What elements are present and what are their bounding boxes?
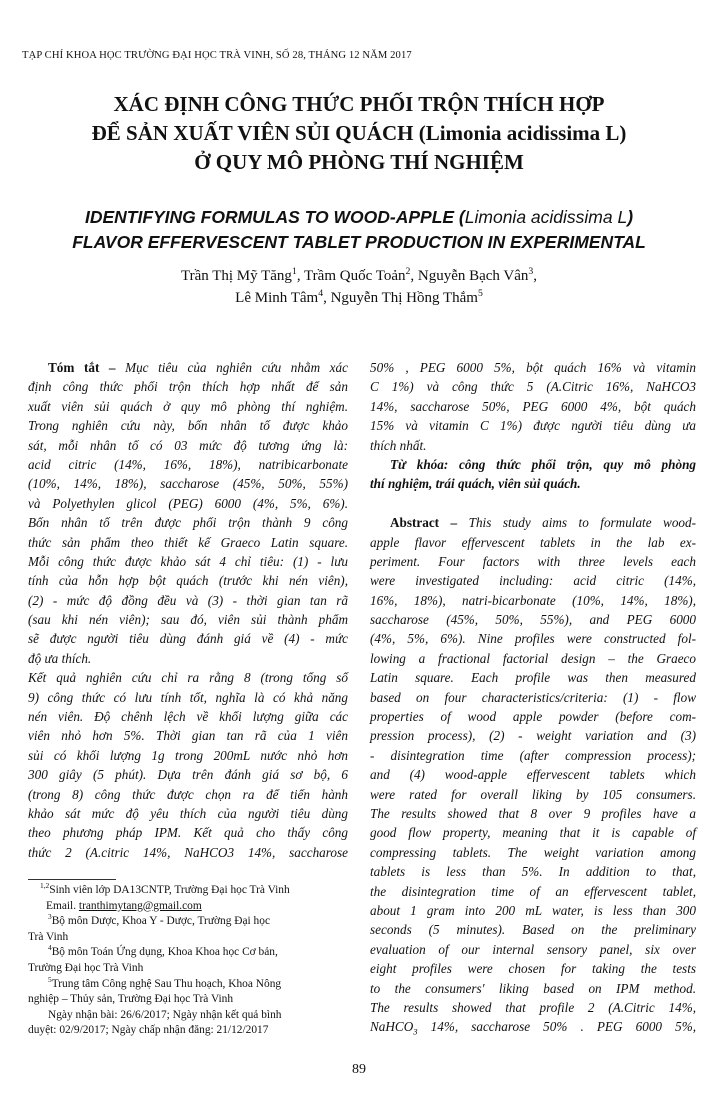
abstract-line: Latin square. Each profile was then measured <box>370 670 696 686</box>
keywords-line <box>370 455 696 474</box>
footnote-mark: 4 <box>48 943 52 953</box>
abstract-line: xuất viên sủi quách ở quy mô phòng thí nghiệm. <box>28 398 348 414</box>
abstract-line: the disintegration time of an effervescent tablet, <box>370 883 696 899</box>
abstract-line: periment. Four factors with three levels each <box>370 553 696 569</box>
abstract-line: thức sản phẩm theo thiết kế Graeco Latin square. <box>28 534 348 550</box>
english-title-line-2: FLAVOR EFFERVESCENT TABLET PRODUCTION IN EXPERIMENTAL <box>72 232 646 252</box>
abstract-line: and (4) wood-apple effervescent tablets which <box>370 767 696 783</box>
abstract-line: Kết quả nghiên cứu chỉ ra rằng 8 (trong tổng số <box>28 670 348 686</box>
section-spacer <box>370 494 696 513</box>
footnote <box>28 914 350 930</box>
abstract-line: seconds (5 minutes). Based on the preliminary <box>370 922 696 938</box>
author-separator: , <box>533 268 538 284</box>
author-name: , Nguyễn Thị Hồng Thắm <box>323 290 478 306</box>
footnote-mark: 5 <box>48 974 52 984</box>
footnote-email <box>28 899 350 915</box>
received-dates: Ngày nhận bài: 26/6/2017; Ngày nhận kết quả bình <box>48 1008 282 1021</box>
english-title-line-1 <box>0 205 718 230</box>
author-name: Trần Thị Mỹ Tăng <box>180 268 292 284</box>
abstract-line: Bốn nhân tố trên được phối trộn thành 9 công <box>28 515 348 531</box>
vietnamese-abstract-continued <box>370 358 696 455</box>
vietnamese-keywords <box>370 455 696 494</box>
abstract-line <box>28 358 348 377</box>
right-column <box>370 358 696 1037</box>
abstract-line: (sau khi nén viên); sau đó, viên sủi thành phẩm <box>28 612 348 628</box>
abstract-text: This study aims to formulate wood- <box>457 515 697 531</box>
abstract-line: 14%, saccharose 50%, PEG 6000 4%, bột quách <box>370 398 696 414</box>
keywords-label: Từ khóa: <box>390 456 449 472</box>
author-affiliation-mark: 2 <box>405 266 411 277</box>
abstract-line: to the consumers' liking based on IPM method. <box>370 980 696 996</box>
abstract-line: (10%, 14%, 18%), saccharose (45%, 50%, 55%) <box>28 476 348 492</box>
abstract-line: good flow property, meaning that it is capable of <box>370 825 696 841</box>
author-affiliation-mark: 4 <box>318 288 324 299</box>
abstract-line: nén viên. Độ chênh lệch về khối lượng giữa các <box>28 709 348 725</box>
abstract-line: 15% và vitamin C 1%) được người tiêu dùng ưa <box>370 418 696 434</box>
footnote <box>28 883 350 899</box>
page-number: 89 <box>352 1062 366 1077</box>
keywords-text: công thức phối trộn, quy mô phòng <box>448 456 696 472</box>
abstract-line: sẽ được người tiêu dùng đánh giá về (4) - mức <box>28 631 348 647</box>
footnote-continued: nghiệp – Thủy sản, Trường Đại học Trà Vinh <box>28 993 234 1006</box>
abstract-label: Abstract – <box>390 515 458 531</box>
author-affiliation-mark: 5 <box>477 288 483 299</box>
footnote <box>28 945 350 961</box>
abstract-line: viên nhỏ hơn 5%. Thời gian tan rã của 1 viên <box>28 728 348 744</box>
abstract-line: evaluation of our internal sensory panel, six over <box>370 941 696 957</box>
footnote-mark: 1,2 <box>40 881 50 891</box>
abstract-line: based on four characteristics/criteria: (1) - flow <box>370 689 696 705</box>
abstract-line: eight profiles were chosen for taking the tests <box>370 961 696 977</box>
abstract-line: pression process), (2) - weight variation and (3) <box>370 728 696 744</box>
abstract-line: thức 2 (A.citric 14%, NaHCO3 14%, saccharose <box>28 844 348 860</box>
formula-text: NaHCO <box>370 1019 414 1035</box>
abstract-line: acid citric (14%, 16%, 18%), natribicarbonate <box>28 456 348 472</box>
abstract-line: Trong nghiên cứu này, bốn nhân tố được khảo <box>28 418 348 434</box>
review-dates: duyệt: 02/9/2017; Ngày chấp nhận đăng: 21/12/2017 <box>28 1024 269 1037</box>
footnote-mark: 3 <box>48 912 52 922</box>
vietnamese-abstract <box>28 358 348 862</box>
abstract-line: - disintegration time (after compression process); <box>370 747 696 763</box>
abstract-line: properties of wood apple powder (before com- <box>370 709 696 725</box>
abstract-line: khảo sát mức độ yêu thích của người tiêu dùng <box>28 805 348 821</box>
footnotes <box>28 883 350 1039</box>
abstract-line: 16%, 18%), natri-bicarbonate (10%, 14%, 18%), <box>370 592 696 608</box>
vietnamese-title <box>0 90 718 177</box>
english-title-paren: ) <box>627 207 634 227</box>
abstract-text: Mục tiêu của nghiên cứu nhằm xác <box>115 360 348 375</box>
english-abstract <box>370 513 696 1037</box>
author-affiliation-mark: 3 <box>528 266 534 277</box>
author-affiliation-mark: 1 <box>291 266 297 277</box>
scientific-name: Limonia acidissima L <box>464 207 628 227</box>
footnote <box>28 974 350 993</box>
abstract-line: sủi có khối lượng 1g trong 200mL nước nhỏ hơn <box>28 747 348 763</box>
abstract-line <box>370 513 696 532</box>
abstract-line: apple flavor effervescent tablets in the lab ex- <box>370 534 696 550</box>
abstract-text: 14%, saccharose 50% . PEG 6000 5%, <box>417 1019 696 1035</box>
abstract-line: were investigated including: acid citric (14%, <box>370 573 696 589</box>
abstract-line: độ ưa thích. <box>28 650 92 666</box>
email-link[interactable]: tranthimytang@gmail.com <box>78 899 202 912</box>
author-name: Lê Minh Tâm <box>235 290 319 306</box>
abstract-line: tính của hỗn hợp bột quách (trước khi nén viên), <box>28 573 348 589</box>
english-title-text: IDENTIFYING FORMULAS TO WOOD-APPLE ( <box>84 207 465 227</box>
vietnamese-title-line-1: XÁC ĐỊNH CÔNG THỨC PHỐI TRỘN THÍCH HỢP <box>113 92 605 116</box>
abstract-line: sát, mỗi nhân tố có 03 mức độ tương ứng là: <box>28 437 348 453</box>
abstract-line: C 1%) và công thức 5 (A.Citric 16%, NaHCO3 <box>370 379 696 395</box>
abstract-line: lowing a fractional factorial design – the Graeco <box>370 650 696 666</box>
abstract-line: (4%, 5%, 6%). Nine profiles were constructed fol- <box>370 631 696 647</box>
abstract-line: theo phương pháp IPM. Kết quả cho thấy công <box>28 825 348 841</box>
abstract-label: Tóm tắt – <box>48 360 116 375</box>
abstract-line: 9) công thức có lưu tính tốt, nghĩa là có khả năng <box>28 689 348 705</box>
author-name: , Nguyễn Bạch Vân <box>410 268 529 284</box>
formula-subscript: 3 <box>413 1026 418 1037</box>
abstract-line: about 1 gram into 200 mL water, is less than 300 <box>370 902 696 918</box>
footnote-text: Trung tâm Công nghệ Sau Thu hoạch, Khoa Nông <box>51 977 282 990</box>
vietnamese-title-line-3: Ở QUY MÔ PHÒNG THÍ NGHIỆM <box>194 150 524 174</box>
author-name: , Trầm Quốc Toản <box>296 268 406 284</box>
abstract-line: (trong 8) công thức được chọn ra để tiến hành <box>28 786 348 802</box>
abstract-line: The results showed that 8 over 9 profiles have a <box>370 805 696 821</box>
footnote-divider <box>28 879 116 880</box>
english-title <box>0 205 718 255</box>
abstract-line: were rated for overall liking by 105 consumers. <box>370 786 696 802</box>
keywords-line: thí nghiệm, trái quách, viên sủi quách. <box>370 476 581 492</box>
footnote-text: Bộ môn Dược, Khoa Y - Dược, Trường Đại học <box>51 915 270 928</box>
abstract-line: thích nhất. <box>370 437 427 453</box>
vietnamese-title-line-2: ĐỂ SẢN XUẤT VIÊN SỦI QUÁCH (Limonia acidissima L) <box>91 121 627 145</box>
abstract-line: 300 giây (5 phút). Dựa trên đánh giá sơ bộ, 6 <box>28 767 348 783</box>
author-line-2 <box>0 287 718 309</box>
author-line-1 <box>0 265 718 287</box>
abstract-line: compressing tablets. The weight variation among <box>370 844 696 860</box>
author-list <box>0 265 718 309</box>
abstract-line <box>370 1017 696 1036</box>
footnote-continued: Trà Vinh <box>28 930 69 943</box>
journal-header: TẠP CHÍ KHOA HỌC TRƯỜNG ĐẠI HỌC TRÀ VINH, SỐ 28, THÁNG 12 NĂM 2017 <box>22 50 412 61</box>
email-label: Email. <box>46 899 79 912</box>
footnote-text: Bộ môn Toán Ứng dụng, Khoa Khoa học Cơ bản, <box>51 946 278 959</box>
abstract-line: saccharose (45%, 50%, 55%), and PEG 6000 <box>370 612 696 628</box>
abstract-line: The results showed that profile 2 (A.Citric 14%, <box>370 999 696 1015</box>
footnote-text: Sinh viên lớp DA13CNTP, Trường Đại học Trà Vinh <box>49 884 290 896</box>
abstract-line: tablets is less than 5%. In addition to that, <box>370 864 696 880</box>
footnote-continued: Trường Đại học Trà Vinh <box>28 961 144 974</box>
abstract-line: (2) - mức độ đồng đều và (3) - thời gian tan rã <box>28 592 348 608</box>
abstract-line: 50% , PEG 6000 5%, bột quách 16% và vitamin <box>370 360 696 375</box>
abstract-line: định công thức phối trộn thích hợp nhất để sản <box>28 379 348 395</box>
abstract-line: và Polyethylen glicol (PEG) 6000 (4%, 5%, 6%). <box>28 495 348 511</box>
abstract-line: Mỗi công thức được khảo sát 4 chỉ tiêu: (1) - lưu <box>28 553 348 569</box>
